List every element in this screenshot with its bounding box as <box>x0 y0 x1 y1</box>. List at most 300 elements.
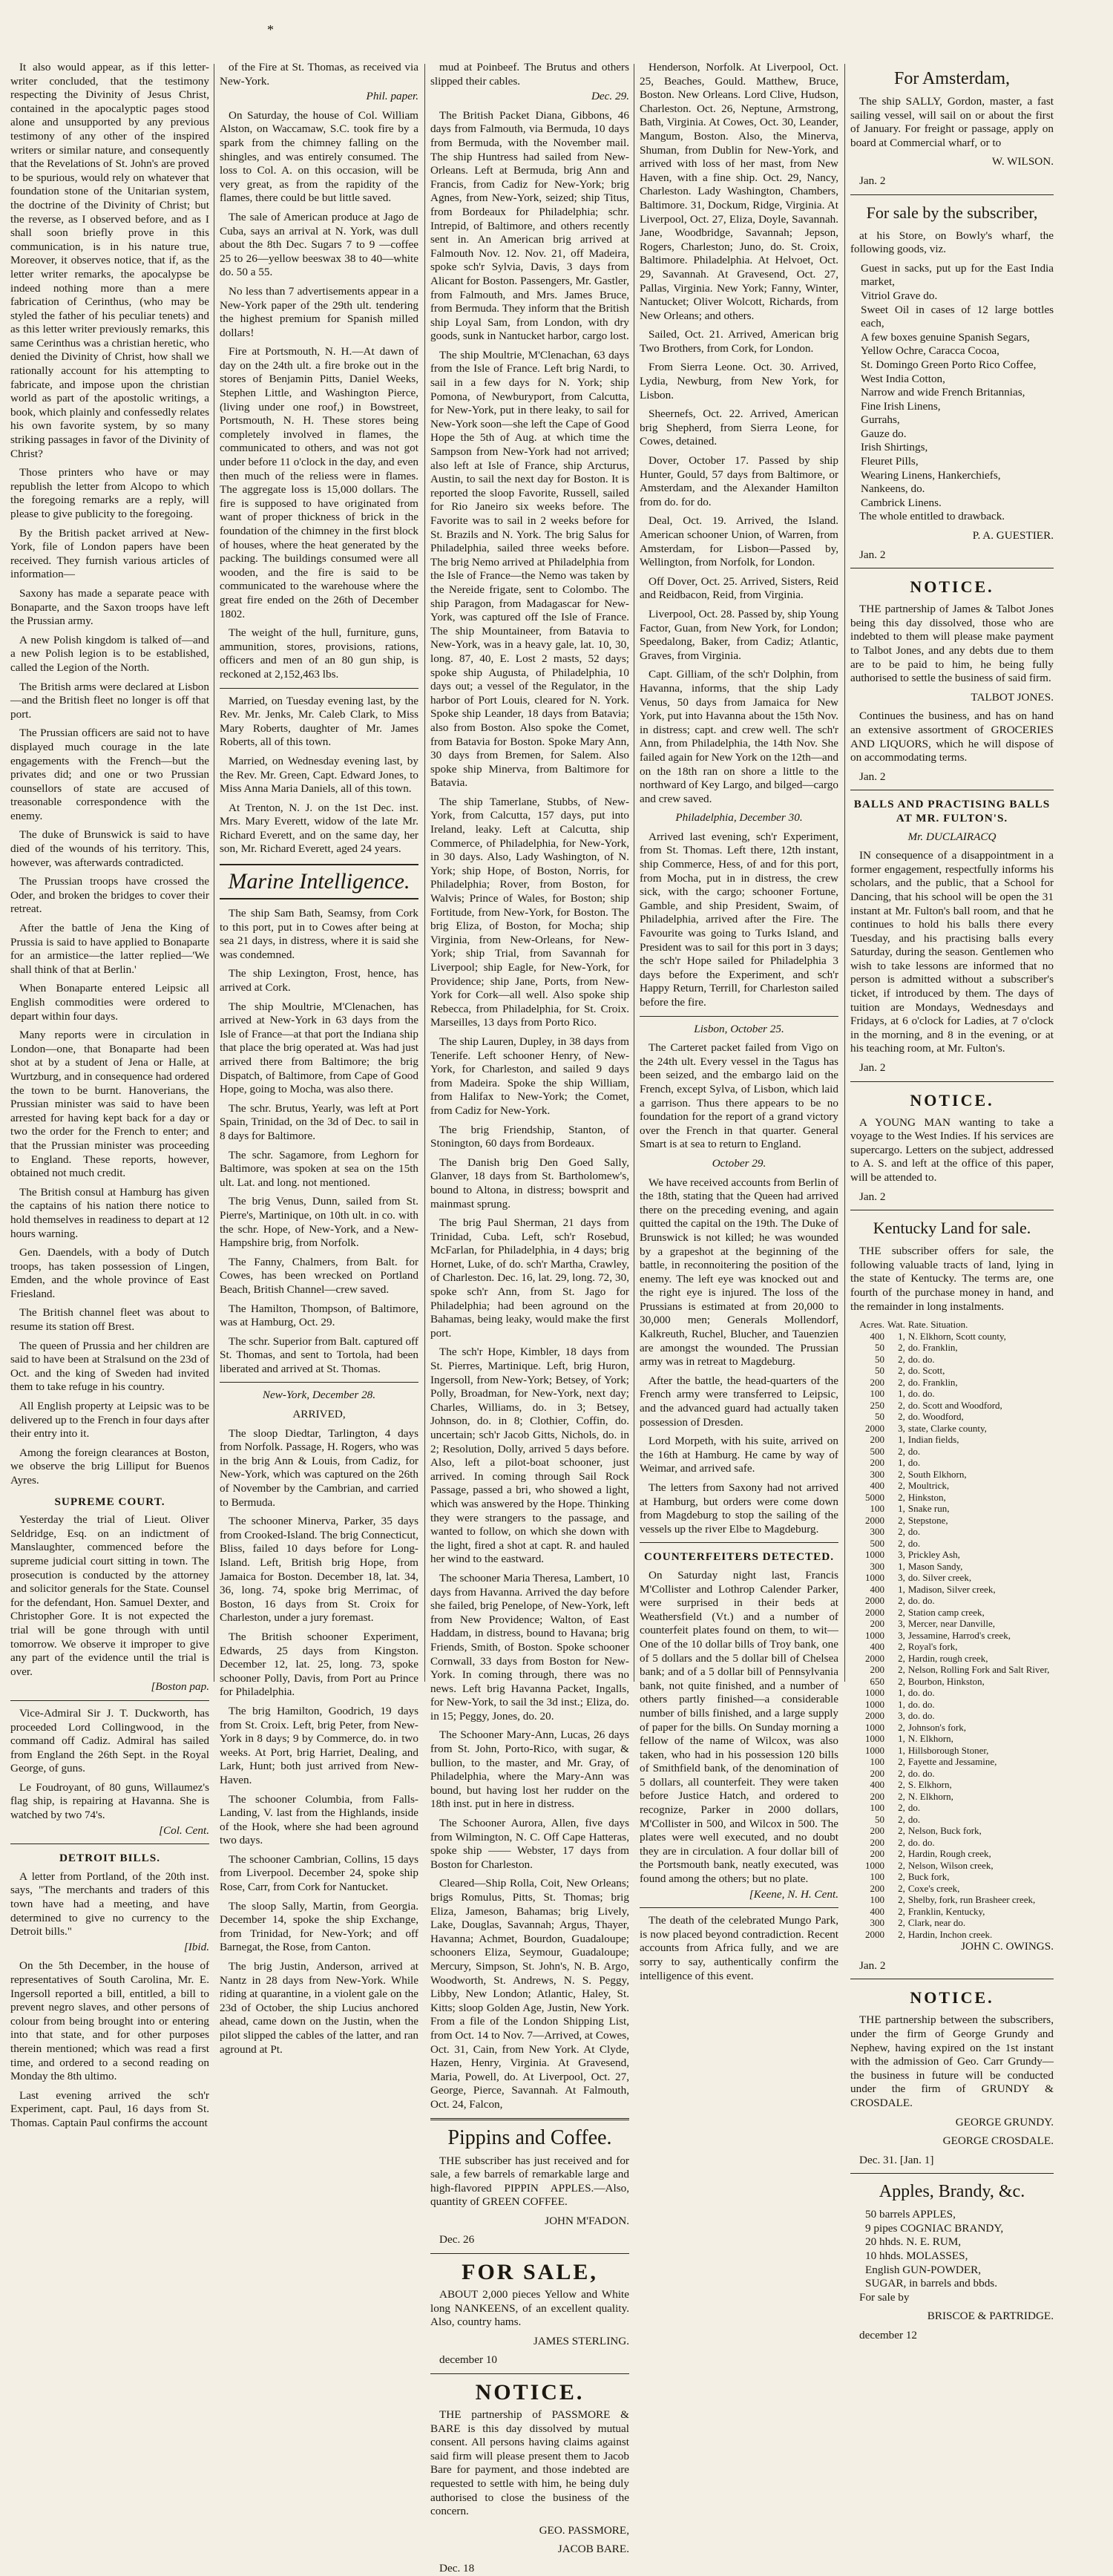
table-cell: 1, <box>898 1687 905 1699</box>
news-paragraph: The duke of Brunswick is said to have died of the wounds of his territory. This, however, was afterwards contradicted. <box>10 828 209 869</box>
table-cell: 400 <box>870 1480 884 1492</box>
table-cell: do. Franklin, <box>907 1342 958 1354</box>
sale-item: Fleuret Pills, <box>861 455 919 468</box>
table-cell: 1000 <box>865 1859 884 1871</box>
divider <box>430 2118 629 2120</box>
table-row <box>850 1883 1054 1895</box>
table-cell: 2000 <box>865 1928 884 1940</box>
table-cell: 2, <box>898 1917 905 1929</box>
table-cell: 3, <box>898 1710 905 1722</box>
apples-item: SUGAR, in barrels and bbds. <box>865 2277 998 2290</box>
table-row <box>850 1584 1054 1596</box>
arrival-item: The schooner Cambrian, Collins, 15 days from Liverpool. December 24, spoke ship Rose, Carr, from Cork for Nantucket. <box>220 1852 418 1894</box>
table-cell: do. <box>907 1813 921 1825</box>
notice-ad-text: THE partnership of PASSMORE & BARE is this day dissolved by mutual consent. All persons having claims against said firm will please present them to Jacob Bare for payment, and those indebted are requested to settle with him, he being duly authorised to close the business of the concern. <box>430 2408 629 2518</box>
table-cell: do. do. <box>907 1388 935 1400</box>
table-cell: 2, <box>898 1342 905 1354</box>
supreme-court-text: Yesterday the trial of Lieut. Oliver Seldridge, Esq. on an indictment of Manslaughter, commenced before the supreme judicial court sitting in town. The prosecution is conducted by the attorney and solicitor generals for the State. Counsel for the defendant, Hon. Samuel Dexter, and Christopher Gore. It is not expected the trial will be gone through with until tomorrow. We observe it improper to give any part of the evidence until the trial is over. <box>10 1513 209 1678</box>
table-cell: 1000 <box>865 1629 884 1641</box>
counterfeiters-text: On Saturday night last, Francis M'Collister and Lothrop Calender Parker, were surprised in their beds at Weathersfield (Vt.) and a number of counterfeit plates found on them, to wit—One of the 10 dollar bills of Troy bank, one of 5 dollars and the 5 dollar bill of Chelsea bank; and of a 5 dollar bill of Pennsylvania bank, not quite finished, and a number of others partly finished—a considerable number of bills finished, and a large supply of paper for the bills. On Sunday morning a fellow of the name of Wilcox, was also taken, who had in his possession 120 bills of Smithfield bank, of the denomination of 5 dollars, all counterfeit. They were taken before Justice Hatch, and ordered to recognize, Parker in 2000 dollars, M'Collister in 500, and Wilcox in 500. The plates were well executed, and no doubt they are in circulation. A four dollar bill of the Portsmouth bank, neatly executed, was found among the others; but no plate. <box>640 1568 838 1886</box>
apples-item-list <box>850 2208 1054 2291</box>
table-cell: 500 <box>870 1537 884 1549</box>
table-header-cell <box>907 1319 1054 1331</box>
table-row <box>850 1342 1054 1354</box>
table-cell: 50 <box>875 1353 884 1365</box>
table-cell: Clark, near do. <box>907 1917 966 1929</box>
divider <box>430 2373 629 2374</box>
table-cell: 2, <box>898 1928 905 1940</box>
table-cell: 200 <box>870 1767 884 1779</box>
table-cell: 400 <box>870 1583 884 1595</box>
marine-item: The schooner Maria Theresa, Lambert, 10 days from Havanna. Arrived the day before she failed, brig Penelope, of New-York, left from New Providence; Walton, of East Haddam, in distress, bound to Havana; brig Friends, Smith, of Boston. Spoke schooner Cornwall, 33 days from Boston for New-York. In coming through, there was no news. Left brig Havanna Packet, Ingalls, for New-York, to sail the 3d inst.; Eliza, do. in 15; Peggy, Jones, do. 20. <box>430 1571 629 1723</box>
table-cell: 400 <box>870 1330 884 1342</box>
table-cell: 100 <box>870 1802 884 1814</box>
amsterdam-ad-signature: W. WILSON. <box>991 155 1054 168</box>
counterfeiters-heading: COUNTERFEITERS DETECTED. <box>643 1550 835 1564</box>
news-paragraph: Those printers who have or may republish the letter from Alcopo to which the foregoing remarks are a reply, will please to give publicity to the foregoing. <box>10 466 209 520</box>
table-row <box>850 1814 1054 1826</box>
kentucky-land-table <box>850 1319 1054 1940</box>
notice-3-date: Dec. 31. [Jan. 1] <box>859 2153 934 2166</box>
column-3 <box>430 61 629 2575</box>
marine-item: Deal, Oct. 19. Arrived, the Island. American schooner Union, of Warren, from Amsterdam, for Lisbon—Passed by, Wellington, from Norfolk, for London. <box>640 514 838 569</box>
table-cell: 2, <box>898 1848 905 1860</box>
source-credit: [Keene, N. H. Cent. <box>749 1887 838 1901</box>
table-row <box>850 1469 1054 1481</box>
marine-item: The schr. Sagamore, from Leghorn for Baltimore, was spoken at sea on the 15th ult. Lat. and long. not mentioned. <box>220 1148 418 1189</box>
table-cell: Nelson, Wilson creek, <box>907 1859 994 1871</box>
table-row <box>850 1802 1054 1814</box>
table-cell: 2000 <box>865 1595 884 1607</box>
table-row <box>850 1423 1054 1435</box>
table-cell: 2, <box>898 1721 905 1733</box>
table-cell: do. do. <box>907 1836 935 1848</box>
kentucky-land-signature: JOHN C. OWINGS. <box>961 1940 1054 1953</box>
marine-item: The Schooner Aurora, Allen, five days from Wilmington, N. C. Off Cape Hatteras, spoke ship —— Webster, 17 days from Boston for Charleston. <box>430 1817 629 1871</box>
table-cell: Nelson, Rolling Fork and Salt River, <box>907 1664 1050 1676</box>
sale-item: Vitriol Grave do. <box>861 289 938 302</box>
table-cell: Buck fork, <box>907 1871 950 1883</box>
divider <box>640 1907 838 1908</box>
table-row <box>850 1837 1054 1849</box>
table-row <box>850 1492 1054 1504</box>
table-cell: 2000 <box>865 1606 884 1618</box>
table-cell: 1, <box>898 1503 905 1515</box>
table-row <box>850 1860 1054 1872</box>
marine-item: The sch'r Hope, Kimbler, 18 days from St. Pierres, Martinique. Left, brig Huron, Ingersoll, from New-York; Betsey, of York; Polly, Broadman, for New-York, next day; Charles, Williams, do. in 3; Betsey, Johnson, do. in 8; Clothier, Coffin, do. uncertain; sch'r Jacob Gitts, Nichols, do. in 2; Resolution, Dolly, arrived 5 days before. Also, left a pilot-boat schooner, just arrived. In coming through Sail Rock Passage, passed a bri, who showed a light, which was answered by the Hope. Thinking they were strangers to the passage, and wanted to follow, on which she down with the light, fired a shot at capt. R. and hauled her wind to the eastward. <box>430 1346 629 1566</box>
table-cell: Prickley Ash, <box>907 1549 960 1561</box>
marine-item: Off Dover, Oct. 25. Arrived, Sisters, Reid and Reidbacon, Reid, from Virginia. <box>640 574 838 602</box>
table-row <box>850 1687 1054 1699</box>
pippins-ad-signature: JOHN M'FADON. <box>545 2214 629 2227</box>
notice-3-signature: GEORGE GRUNDY. <box>955 2115 1054 2128</box>
table-cell: 650 <box>870 1675 884 1687</box>
marine-item: mud at Poinbeef. The Brutus and others slipped their cables. <box>430 61 629 88</box>
table-cell: 2000 <box>865 1514 884 1526</box>
divider <box>10 1843 209 1844</box>
table-cell: 2, <box>898 1825 905 1837</box>
sale-item: Wearing Linens, Hankerchiefs, <box>861 468 1001 482</box>
sale-item-list <box>850 262 1054 511</box>
news-paragraph: All English property at Leipsic was to be delivered up to the French in four days after their entry into it. <box>10 1400 209 1441</box>
table-row <box>850 1653 1054 1665</box>
arrival-item: The schooner Columbia, from Falls-Landing, V. last from the Highlands, inside of the Hook, where she had been aground two days. <box>220 1792 418 1847</box>
table-cell: do. do. <box>907 1767 935 1779</box>
table-cell: 100 <box>870 1871 884 1883</box>
portsmouth-fire-text: Fire at Portsmouth, N. H.—At dawn of day on the 24th ult. a fire broke out in the stores of Benjamin Pitts, Daniel Weeks, Stephen Little, and Washington Pierce, (living under one roof,) in Bowstreet, Portsmouth, N. H. These stores being completely involved in flames, the communicated to others, and was not got under before 11 o'clock in the day, and even then much of the reliess were in flames. The aggregate loss is 15,000 dollars. The fire is supposed to have originated from want of proper thickness of brick in the foundation of the chimney in the first block of houses, where the heat generated by the packing. The buildings consumed were all wooden, and the fire is said to be communicated to the warehouse where the great fire ended on the 26th of December 1802. <box>220 345 418 620</box>
table-cell: 2, <box>898 1491 905 1503</box>
table-header-row <box>850 1319 1054 1331</box>
divider <box>640 1542 838 1543</box>
marine-item: Sailed, Oct. 21. Arrived, American brig Two Brothers, from Cork, for London. <box>640 328 838 355</box>
table-row <box>850 1561 1054 1573</box>
table-cell: 2, <box>898 1365 905 1377</box>
for-sale-ad-text: ABOUT 2,000 pieces Yellow and White long NANKEENS, of an excellent quality. Also, country hams. <box>430 2288 629 2329</box>
table-row <box>850 1906 1054 1918</box>
balls-ad-text: IN consequence of a disappointment in a former engagement, respectfully informs his scholars, and the public, that a School for Dancing, that his school will be open the 31 instant at Mr. Fulton's ball room, and that he continues to hold his balls there every Tuesday, and his practising balls every Saturday, during the season. Gentlemen who wish to take lessons are informed that no person is admitted without a subscriber's ticket, if introduced by them. The days of tuition are Mondays, Wednesdays and Fridays, at 6 o'clock for Ladies, at 7 o'clock in the morning, and 8 in the evening, or at his teaching room, at Mr. Fulton's. <box>850 849 1054 1055</box>
table-cell: 1, <box>898 1457 905 1469</box>
table-cell: 1000 <box>865 1733 884 1745</box>
news-paragraph: It also would appear, as if this letter-writer concluded, that the testimony respecting the Divinity of Jesus Christ, contained in the apocalyptic pages stood alone and unsupported by any previous testimony of any other of the inspired writers or similar nature, and consequently that the Revelations of St. John's are proved to be spurious, would rely on whatever that foundation stone of the Unitarian system, the doctrine of the Divinity of Christ; but the reverse, as I observed before, and as I shall soon briefly prove in this communication, is in his nature true, Moreover, it observes notice, that if, as the letter writer remarks, the apocalypse be indeed nothing more than a mere fabrication of Cerinthus, (who may be styled the father of his peculiar tenets) and as this letter writer previously remarks, this same Cerinthus was a christian heretic, who denied the Divinity of Christ, how shall we rationally account for his attempting to fabricate, and impose upon the christian world as part of the apostolic writings, a book, which plainly and confessedly relates his own favorite system, by so many striking passages in favor of the Divinity of Christ? <box>10 61 209 460</box>
divider <box>850 1081 1054 1082</box>
table-cell: Hinkston, <box>907 1491 946 1503</box>
table-row <box>850 1515 1054 1527</box>
sale-item: Fine Irish Linens, <box>861 399 941 413</box>
table-row <box>850 1917 1054 1929</box>
sale-item: Sweet Oil in cases of 12 large bottles each, <box>861 303 1054 330</box>
table-cell: Indian fields, <box>907 1434 959 1446</box>
table-cell: 2, <box>898 1859 905 1871</box>
divider <box>220 688 418 689</box>
notice-ad-signature: GEO. PASSMORE, <box>539 2523 629 2537</box>
news-paragraph: The British arms were declared at Lisbon—and the British fleet no longer is off that port. <box>10 680 209 721</box>
table-cell: Mercer, near Danville, <box>907 1618 996 1630</box>
marine-item: The ship Moultrie, M'Clenachan, 63 days from the Isle of France. Left brig Nardi, to sail in a few days for N. York; ship Pomona, of Newburyport, from Calcutta, for New-York, put in there leaky, to sail for New-York soon—she left the Cape of Good Hope the 5th of Aug. at which time the Sampson from New-York had not arrived; also left at Isle of France, ship Arcturus, Austin, to sail the next day for Boston. It is reported the sloop Favorite, Russell, sailed for Rio Janeiro six weeks before. The Favorite was to sail in 2 weeks before for St. Brazils and N. York. The brig Salus for Philadelphia, sailed three weeks before. The brig Nemo arrived at Philadelphia from the Isle of France—the Nemo was taken by the Nereide frigate, sent to Colombo. The ship Paragon, from Madagascar for New-York, was captured off the Isle of France. The ship Mountaineer, from Batavia to New-York, was in a heavy gale, lat. 10, 30, long. 87, 40, E. Lost 2 masts, 52 days; spoke ship Augusta, of Philadelphia, 10 days out; a vessel of the Regulator, in the harbor of Port Louis, cleared for N. York. Spoke ship Leander, 18 days from Batavia; also from Boston. Also spoke the Comet, from Batavia for Boston. Spoke Mary Ann, 30 days from Bremen, for Salem. Also spoke ship Minerva, from Baltimore for Batavia. <box>430 348 629 790</box>
table-cell: N. Elkhorn, <box>907 1790 953 1802</box>
sale-item: A few boxes genuine Spanish Segars, <box>861 330 1030 344</box>
table-cell: 1, <box>898 1388 905 1400</box>
table-cell: 2, <box>898 1664 905 1676</box>
table-cell: 2, <box>898 1756 905 1768</box>
alston-fire-text: On Saturday, the house of Col. William Alston, on Waccamaw, S.C. took fire by a spark from the chimney falling on the shingles, and was entirely consumed. The loss to Col. A. on this occasion, will be very great, as from the rapidity of the flames, there could be but little saved. <box>220 108 418 205</box>
news-paragraph: The Prussian troops have crossed the Oder, and broken the bridges to cover their retreat. <box>10 875 209 916</box>
notice-2-date: Jan. 2 <box>859 1190 886 1203</box>
table-cell: do. do. <box>907 1698 935 1710</box>
table-cell: 100 <box>870 1756 884 1768</box>
divider <box>640 1016 838 1017</box>
balls-ad-date: Jan. 2 <box>859 1061 886 1075</box>
table-cell: 2, <box>898 1526 905 1538</box>
table-cell: Hillsborough Stoner, <box>907 1744 989 1756</box>
divider <box>220 1382 418 1383</box>
experiment-arrival-text: Last evening arrived the sch'r Experiment, capt. Paul, 16 days from St. Thomas. Captain Paul confirms the account <box>10 2088 209 2129</box>
table-header-label: Situation. <box>930 1319 968 1331</box>
table-header-cell: Wat. <box>887 1319 905 1331</box>
arrival-item: The British schooner Experiment, Edwards, 25 days from Kingston. December 12, lat. 25, long. 73, spoke schooner Polly, Davis, from Port au Prince for Philadelphia. <box>220 1630 418 1699</box>
column-rule <box>424 64 425 1682</box>
table-cell: 1000 <box>865 1572 884 1584</box>
table-cell: 400 <box>870 1779 884 1791</box>
table-cell: Royal's fork, <box>907 1641 958 1653</box>
marine-item: The schr. Brutus, Yearly, was left at Port Spain, Trinidad, on the 3d of Dec. to sail in 8 days for Baltimore. <box>220 1101 418 1142</box>
sale-item: Guest in sacks, put up for the East India market, <box>861 261 1054 289</box>
marine-item: The ship Lexington, Frost, hence, has arrived at Cork. <box>220 967 418 994</box>
column-4 <box>640 61 839 1982</box>
table-cell: 400 <box>870 1641 884 1653</box>
source-credit: Phil. paper. <box>366 90 418 103</box>
notice-3-signature: GEORGE CROSDALE. <box>942 2134 1054 2148</box>
advertisements-text: No less than 7 advertisements appear in a New-York paper of the 29th ult. tendering the highest premium for Spanish milled dollars! <box>220 284 418 339</box>
news-paragraph: When Bonaparte entered Leipsic all English commodities were ordered to depart within four days. <box>10 982 209 1023</box>
table-cell: 2, <box>898 1905 905 1917</box>
produce-sale-text: The sale of American produce at Jago de Cuba, says an arrival at N. York, was dull about the 8th Dec. Sugars 7 to 9 —coffee 25 to 26—yellow beeswax 38 to 40—white do. 50 a 55. <box>220 210 418 279</box>
notice-3-text: THE partnership between the subscribers, under the firm of George Grundy and Nephew, having expired on the 1st instant with the admission of Geo. Carr Grundy—the business in future will be conducted under the firm of GRUNDY & CROSDALE. <box>850 2013 1054 2109</box>
table-row <box>850 1779 1054 1791</box>
carolina-bill-text: On the 5th December, in the house of representatives of South Carolina, Mr. E. Ingersoll reported a bill, entitled, a bill to prevent negro slaves, and other persons of colour from being brought into or entering into that state, and for other purposes therein mentioned; which was read a first time, and ordered to a second reading on Monday the 8th ultimo. <box>10 1959 209 2083</box>
news-item: We have received accounts from Berlin of the 18th, stating that the Queen had arrived there on the preceding evening, and again quitted the capital on the 19th. The Duke of Brunswick is not killed; he was wounded by a grapeshot at the beginning of the battle, in reconnoitering the position of the enemy. The left eye was knocked out and the right eye is injured. The loss of the Prussians is estimated at from 20,000 to 30,000 men; Generals Mollendorf, Kalkreuth, Ruchel, Blucher, and Tauenzien are amongst the wounded. The Prussian army was in retreat to Magdeburg. <box>640 1176 839 1369</box>
apples-ad-date: december 12 <box>859 2329 918 2342</box>
table-cell: 300 <box>870 1468 884 1480</box>
table-cell: 2, <box>898 1779 905 1791</box>
table-row <box>850 1377 1054 1389</box>
amsterdam-ad-title: For Amsterdam, <box>894 69 1010 88</box>
table-row <box>850 1457 1054 1469</box>
balls-ad-name: Mr. DUCLAIRACQ <box>907 830 997 843</box>
marine-item: The Schooner Mary-Ann, Lucas, 26 days from St. John, Porto-Rico, with sugar, & bullion, to the master, and Mr. Gray, of Philadelphia, where the Mary-Ann was bound, but having lost her rudder on the 18th inst. put in here in distress. <box>430 1728 629 1811</box>
marine-item: The Fanny, Chalmers, from Balt. for Cowes, has been wrecked on Portland Beach, British Channel—crew saved. <box>220 1255 418 1296</box>
table-cell: 2000 <box>865 1710 884 1722</box>
table-cell: Franklin, Kentucky, <box>907 1905 985 1917</box>
table-cell: do. Silver creek, <box>907 1572 972 1584</box>
sale-item: Narrow and wide French Britannias, <box>861 386 1025 399</box>
ship-weight-text: The weight of the hull, furniture, guns, ammunition, stores, provisions, rations, officers and men of an 80 gun ship, is reckoned at 2,152,463 lbs. <box>220 626 418 681</box>
table-row <box>850 1607 1054 1619</box>
apples-ad-for: For sale by <box>859 2290 910 2304</box>
table-cell: 1, <box>898 1698 905 1710</box>
apples-item: English GUN-POWDER, <box>865 2263 982 2276</box>
fire-account-text: of the Fire at St. Thomas, as received via New-York. <box>220 61 418 88</box>
marine-item: Liverpool, Oct. 28. Passed by, ship Young Factor, Guan, from New York, for London; Speedalong, Baker, from Cadiz; Atlantic, Graves, from Virginia. <box>640 607 838 662</box>
table-cell: N. Elkhorn, <box>907 1733 953 1745</box>
table-cell: 2, <box>898 1399 905 1411</box>
pippins-ad-text: THE subscriber has just received and for sale, a few barrels of remarkable large and high-flavored PIPPIN APPLES.—Also, quantity of GREEN COFFEE. <box>430 2154 629 2209</box>
table-row <box>850 1503 1054 1515</box>
marine-item: The brig Friendship, Stanton, of Stonington, 60 days from Bordeaux. <box>430 1123 629 1150</box>
lisbon-dateline: Lisbon, October 25. <box>694 1022 784 1035</box>
notice-ad-title: NOTICE. <box>475 2380 585 2405</box>
marine-item: Henderson, Norfolk. At Liverpool, Oct. 25, Beaches, Gould. Matthew, Bruce, Boston. New Orleans. Lord Clive, Hudson, Charleston. Oct. 26, Neptune, Armstrong, Bath, Virginia. At Cowes, Oct. 30, Leander, Mangum, Boston. Also, the Minerva, Shuman, from Dublin for New-York, and arrived with loss of her mast, from New Haven, with a fine ship. Oct. 29, Nancy, Charleston. Lady Washington, Chambers, Baltimore. 31, Dockum, Ridge, Virginia. At Liverpool, Oct. 27, Eliza, Doyle, Savannah. Jane, Woodbridge, Savannah; Jepson, Rogers, Charleston; Juno, do. St. Croix, Baltimore. Philadelphia. At Helvoet, Oct. 29, Savannah. At Gravesend, Oct. 27, Pallas, Virginia. New York; Fanny, Winter, Nantucket; Oliver Wolcott, Richards, from New Orleans; and others. <box>640 61 838 322</box>
table-cell: do. <box>907 1802 921 1814</box>
table-cell: 1000 <box>865 1698 884 1710</box>
table-cell: 1, <box>898 1560 905 1572</box>
table-row <box>850 1630 1054 1642</box>
table-cell: 2, <box>898 1767 905 1779</box>
marine-item: The schr. Superior from Balt. captured off St. Thomas, and sent to Tortola, had been liberated and arrived at St. Thomas. <box>220 1334 418 1375</box>
table-row <box>850 1538 1054 1550</box>
table-cell: 1000 <box>865 1721 884 1733</box>
table-cell: Hardin, Inchon creek. <box>907 1928 993 1940</box>
page-mark: * <box>267 22 274 37</box>
table-row <box>850 1618 1054 1630</box>
table-cell: S. Elkhorn, <box>907 1779 952 1791</box>
table-cell: Station camp creek, <box>907 1606 985 1618</box>
sale-ad-signature: P. A. GUESTIER. <box>972 529 1054 543</box>
column-2 <box>220 61 418 2056</box>
notice-ad-date: Dec. 18 <box>439 2561 475 2575</box>
notice-1-title: NOTICE. <box>910 577 994 597</box>
table-cell: 200 <box>870 1790 884 1802</box>
table-cell: 2, <box>898 1514 905 1526</box>
news-item: After the battle, the head-quarters of the French army were transferred to Leipsic, and the advanced guard had actually taken possession of Dresden. <box>640 1374 838 1429</box>
table-cell: 3, <box>898 1572 905 1584</box>
table-cell: 1, <box>898 1583 905 1595</box>
news-item: Lord Morpeth, with his suite, arrived on the 16th at Hamburg. He came by way of Weimar, and arrived safe. <box>640 1435 838 1475</box>
amsterdam-ad-date: Jan. 2 <box>859 174 886 187</box>
apples-item: 10 hhds. MOLASSES, <box>865 2249 968 2263</box>
sale-item: St. Domingo Green Porto Rico Coffee, <box>861 358 1037 371</box>
table-cell: 300 <box>870 1526 884 1538</box>
table-cell: 3, <box>898 1629 905 1641</box>
arrived-label: ARRIVED, <box>292 1408 346 1421</box>
arrival-item: The brig Justin, Anderson, arrived at Nantz in 28 days from New-York. While riding at quarantine, in a violent gale on the 23d of October, the ship Lucius anchored ahead, came down on the Justin, when the pilot slipped the cables of the latter, and ran aground at Pt. <box>220 1960 418 2056</box>
apples-ad-title: Apples, Brandy, &c. <box>879 2182 1025 2202</box>
marine-intelligence-banner: Marine Intelligence. <box>220 864 418 899</box>
for-sale-ad-title: FOR SALE, <box>462 2260 598 2285</box>
notice-ad-signature: JACOB BARE. <box>557 2543 629 2556</box>
table-cell: 2, <box>898 1411 905 1423</box>
foudroyant-text: Le Foudroyant, of 80 guns, Willaumez's flag ship, is repairing at Havanna. She is watched by two 74's. <box>10 1780 209 1822</box>
table-header-cell: Acres. <box>859 1319 884 1331</box>
table-row <box>850 1446 1054 1458</box>
table-row <box>850 1400 1054 1412</box>
table-row <box>850 1549 1054 1561</box>
marine-item: The brig Venus, Dunn, sailed from St. Pierre's, Martinique, on 10th ult. in co. with the schr. Hope, of New-York, and a New-Hampshire brig, from Norfolk. <box>220 1195 418 1250</box>
column-rule <box>844 64 845 1682</box>
table-row <box>850 1745 1054 1757</box>
table-cell: Stepstone, <box>907 1514 948 1526</box>
table-cell: 200 <box>870 1664 884 1676</box>
sale-item: Gauze do. <box>861 427 907 440</box>
table-cell: do. do. <box>907 1353 935 1365</box>
table-cell: 2, <box>898 1871 905 1883</box>
marine-item: From Sierra Leone. Oct. 30. Arrived, Lydia, Newburg, from New York, for Lisbon. <box>640 361 838 402</box>
table-row <box>850 1722 1054 1734</box>
table-cell: 2, <box>898 1537 905 1549</box>
table-row <box>850 1388 1054 1400</box>
divider <box>850 194 1054 195</box>
kentucky-land-title: Kentucky Land for sale. <box>873 1219 1031 1238</box>
for-sale-ad-date: december 10 <box>439 2353 498 2367</box>
table-cell: Moultrick, <box>907 1480 950 1492</box>
arrival-item: The sloop Diedtar, Tarlington, 4 days from Norfolk. Passage, H. Rogers, who was in the brig Ann & Louis, from Cadiz, for New-York, which was captured on the 26th of November by the Cambrian, and carried to Bermuda. <box>220 1426 418 1509</box>
detroit-bills-heading: DETROIT BILLS. <box>59 1852 161 1865</box>
table-cell: Jessamine, Harrod's creek, <box>907 1629 1011 1641</box>
marine-item: The brig Paul Sherman, 21 days from Trinidad, Cuba. Left, sch'r Rosebud, McFarlan, for Philadelphia, in 4 days; brig Hornet, Luke, of do. sch'r Martha, Crawley, of Charleston. Dec. 16, lat. 29, long. 72, 30, spoke sch'r Ann, from St. Jago for Philadelphia; had been aground on the Bahamas, being leaky, would make the first port. <box>430 1216 629 1340</box>
divider <box>430 2253 629 2254</box>
table-row <box>850 1354 1054 1366</box>
table-cell: South Elkhorn, <box>907 1468 967 1480</box>
table-cell: 2, <box>898 1353 905 1365</box>
news-paragraph: Among the foreign clearances at Boston, we observe the brig Lilliput for Buenos Ayres. <box>10 1446 209 1487</box>
for-sale-ad-signature: JAMES STERLING. <box>533 2334 629 2347</box>
table-cell: 2, <box>898 1468 905 1480</box>
table-cell: do. do. <box>907 1687 935 1699</box>
table-cell: 2, <box>898 1376 905 1388</box>
table-cell: 2, <box>898 1836 905 1848</box>
kentucky-land-text: THE subscriber offers for sale, the following valuable tracts of land, lying in the state of Kentucky. The terms are, one fourth of the purchase money in hand, and the remainder in long instalments. <box>850 1245 1054 1313</box>
table-cell: 1, <box>898 1733 905 1745</box>
marine-item: The ship Moultrie, M'Clenachen, has arrived at New-York in 63 days from the Isle of France—at that port the Indiana ship that place the brig operated at. Was had just arrived there from Baltimore; the brig Dispatch, of Baltimore, from Cape of Good Hope, going to Mocha, was also there. <box>220 1000 418 1096</box>
apples-item: 9 pipes COGNIAC BRANDY, <box>865 2221 1004 2235</box>
kentucky-land-rows <box>850 1331 1054 1941</box>
sale-ad-title: For sale by the subscriber, <box>866 203 1038 222</box>
table-row <box>850 1894 1054 1906</box>
notice-3-title: NOTICE. <box>910 1988 994 2008</box>
news-paragraph: The queen of Prussia and her children are said to have been at Stralsund on the 23d of Oct. and the king of Sweden had invited them to take refuge in his country. <box>10 1339 209 1394</box>
table-cell: 200 <box>870 1457 884 1469</box>
amsterdam-ad-text: The ship SALLY, Gordon, master, a fast sailing vessel, will sail on or about the first of January. For freight or passage, apply on board at Commercial wharf, or to <box>850 95 1054 149</box>
table-cell: 200 <box>870 1825 884 1837</box>
news-paragraph: Saxony has made a separate peace with Bonaparte, and the Saxon troops have left the Prussian army. <box>10 586 209 628</box>
table-row <box>850 1434 1054 1446</box>
table-cell: Hardin, Rough creek, <box>907 1848 991 1860</box>
news-paragraph: Many reports were in circulation in London—one, that Bonaparte had been shot at by a student of Jena or Halle, at Wurtzburg, and in consequence had ordered the town to be burnt. Hanoverians, the Prussian minister was said to have been arrested for having kept back for a day or two the order for the French to enter; and that the Prussian minister was proceeding to England. These reports, however, obtained not much credit. <box>10 1029 209 1180</box>
table-cell: do. <box>907 1526 921 1538</box>
table-row <box>850 1710 1054 1722</box>
marine-item: Arrived last evening, sch'r Experiment, from St. Thomas. Left there, 12th instant, ship Commerce, Hess, of and for this port, from Mocha, put in in distress, the crew sick, with the cargo; schooner Fortune, Gamble, and ship President, Swaim, of Philadelphia, arrived after the Fire. The Favourite was going to Turks Island, and President was to sail for this port in 3 days; the sch'r Hope sailed for Philadelphia 3 days before the Experiment, and sch'r Happy Return, Terrill, for Charleston sailed before the fire. <box>640 830 838 1009</box>
table-cell: 2, <box>898 1802 905 1814</box>
table-row <box>850 1825 1054 1837</box>
news-item: The letters from Saxony had not arrived at Hamburg, but orders were come down from Magdeburg to stop the sailing of the vessels up the river Elbe to Magdeburg. <box>640 1481 838 1536</box>
table-row <box>850 1526 1054 1538</box>
supreme-court-heading: SUPREME COURT. <box>54 1495 165 1508</box>
marine-item: The ship Sam Bath, Seamsy, from Cork to this port, put in to Cowes after being at sea 21 days, in distress, where it is said she was condemned. <box>220 907 418 961</box>
notice-1-text-2: Continues the business, and has on hand an extensive assortment of GROCERIES AND LIQUORS, which he will dispose of on accommodating terms. <box>850 709 1054 764</box>
table-cell: 3, <box>898 1422 905 1434</box>
table-cell: 200 <box>870 1882 884 1894</box>
marine-item: Capt. Gilliam, of the sch'r Dolphin, from Havanna, informs, that the ship Lady Venus, 50 days from Jamaica for New York, put into Havanna about the 15th Nov. in distress; capt. and crew well. The sch'r Ann, from Philadelphia, the 14th Nov. She failed again for New York on the 12th—and on the 18th ran on shore a little to the northward of Key Largo, and bilged—cargo and crew saved. <box>640 668 838 805</box>
table-cell: do. Franklin, <box>907 1376 958 1388</box>
apples-item: 50 barrels APPLES, <box>865 2208 956 2221</box>
table-row <box>850 1664 1054 1676</box>
arrival-item: The schooner Minerva, Parker, 35 days from Crooked-Island. The brig Connecticut, Bliss, failed 10 days before for Long-Island. Left, British brig Hope, from Jamaica for Boston. December 18, lat. 34, 36, long. 74, spoke brig Merrimac, of Boston, 16 days from St. Croix for Charleston, under a jury foremast. <box>220 1515 418 1625</box>
balls-ad-title: BALLS AND PRACTISING BALLS AT MR. FULTON'S. <box>853 798 1051 825</box>
table-cell: 50 <box>875 1342 884 1354</box>
table-cell: 100 <box>870 1503 884 1515</box>
table-row <box>850 1756 1054 1768</box>
column-5 <box>850 61 1054 2342</box>
table-row <box>850 1365 1054 1377</box>
table-cell: Johnson's fork, <box>907 1721 967 1733</box>
table-cell: 2000 <box>865 1652 884 1664</box>
marriage-notice: Married, on Tuesday evening last, by the Rev. Mr. Jenks, Mr. Caleb Clark, to Miss Mary Roberts, daughter of Mr. James Roberts, all of this town. <box>220 694 418 749</box>
marine-item: The Danish brig Den Goed Sally, Glanver, 18 days from St. Bartholomew's, bound to Altona, in distress; bowsprit and mainmast sprung. <box>430 1156 629 1210</box>
table-cell: 2, <box>898 1813 905 1825</box>
table-cell: do. do. <box>907 1595 935 1607</box>
table-cell: do. Woodford, <box>907 1411 964 1423</box>
table-cell: 400 <box>870 1905 884 1917</box>
arrival-item: The brig Hamilton, Goodrich, 19 days from St. Croix. Left, brig Peter, from New-York in 8 days; 9 by Commerce, do. in two weeks. At Port, brig Harriet, Dealing, and Lark, Hunt; both just arrived from New-Haven. <box>220 1704 418 1786</box>
table-cell: 1, <box>898 1434 905 1446</box>
table-cell: do. <box>907 1537 921 1549</box>
table-cell: 1, <box>898 1330 905 1342</box>
table-cell: 50 <box>875 1411 884 1423</box>
table-row <box>850 1595 1054 1607</box>
table-cell: 1000 <box>865 1687 884 1699</box>
table-cell: Snake run, <box>907 1503 950 1515</box>
table-cell: 2, <box>898 1652 905 1664</box>
column-1 <box>10 61 209 2129</box>
